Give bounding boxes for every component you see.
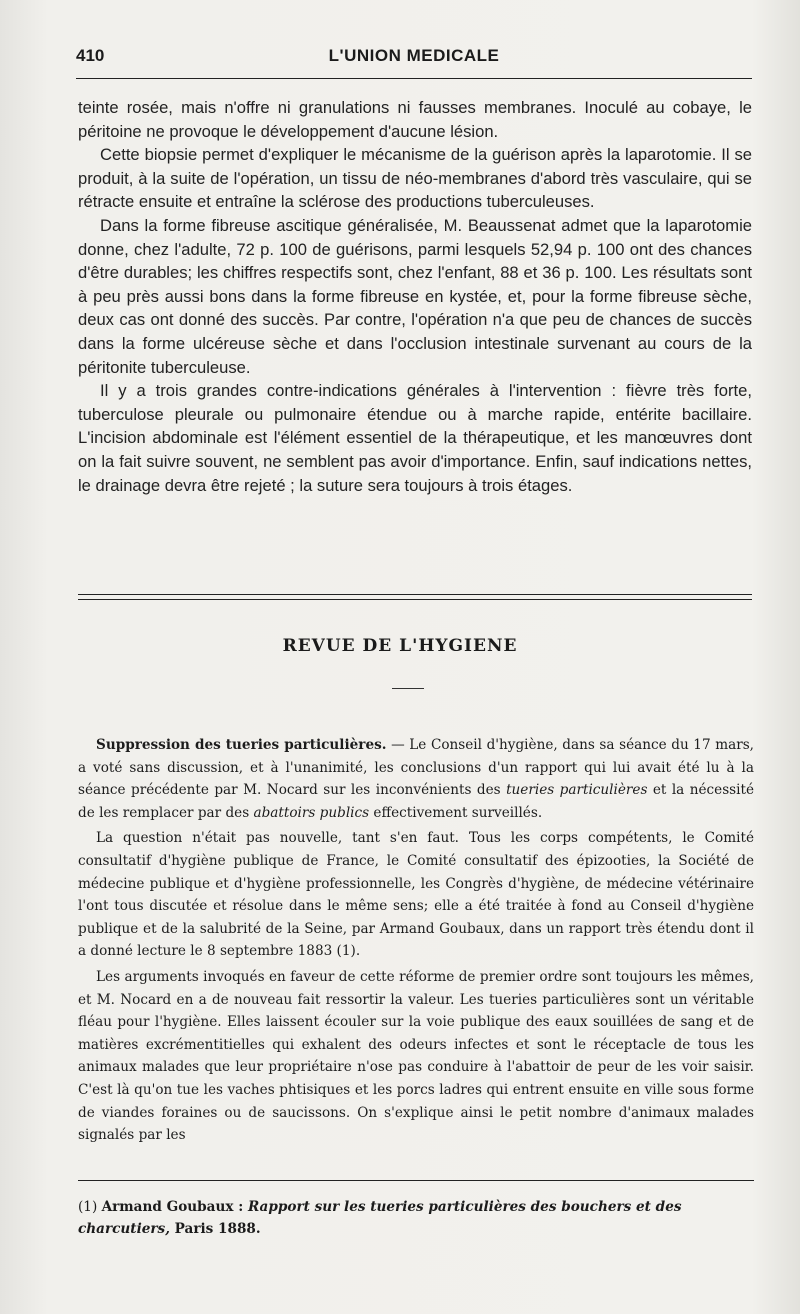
- section-title-rule: [392, 688, 424, 689]
- page-number: 410: [76, 46, 105, 65]
- footnote: [78, 1196, 754, 1240]
- hygiene-paragraph: La question n'était pas nouvelle, tant s'en faut. Tous les corps compétents, le Comité consultatif d'hygiène publique de France, le Comité consultatif des épizooties, la Société de médecine publique et d'hygiène professionnelle, les Congrès d'hygiène, de médecine vétérinaire l'ont tous discutée et résolue dans le même sens; elle a été traitée à fond au Conseil d'hygiène publique et de la salubrité de la Seine, par Armand Goubaux, dans un rapport très étendu dont il a donné lecture le 8 septembre 1883 (1).: [78, 830, 754, 960]
- article-paragraph: Cette biopsie permet d'expliquer le mécanisme de la guérison après la laparotomie. Il se produit, à la suite de l'opération, un tissu de néo-membranes d'abord très vasculaire, qui se rétracte ensuite et entraîne la sclérose des productions tuberculeuses.: [78, 145, 752, 212]
- hygiene-paragraph: Suppression des tueries particulières. — Le Conseil d'hygiène, dans sa séance du 17 mars, a voté sans discussion, et à l'unanimité, les conclusions d'un rapport qui lui avait été lu à la séance précédente par M. Nocard sur les inconvénients des tueries particulières et la nécessité de les remplacer par des abattoirs publics effectivement surveillés.: [78, 737, 754, 821]
- footnote-marker: (1): [78, 1199, 102, 1215]
- running-header: [76, 44, 752, 74]
- footnote-place: Paris 1888.: [169, 1221, 261, 1237]
- article-paragraph: teinte rosée, mais n'offre ni granulations ni fausses membranes. Inoculé au cobaye, le péritoine ne provoque le développement d'aucune lésion.: [78, 98, 752, 141]
- footnote-title: Rapport sur les tueries particulières des bouchers et des charcutiers,: [78, 1199, 682, 1237]
- hygiene-lead-heading: Suppression des tueries particulières.: [96, 737, 387, 753]
- header-rule: [76, 78, 752, 79]
- footnote-author: Armand Goubaux :: [101, 1199, 248, 1215]
- footnote-rule: [78, 1180, 754, 1181]
- article-body: [78, 96, 752, 497]
- article-paragraph: Dans la forme fibreuse ascitique généralisée, M. Beaussenat admet que la laparotomie donne, chez l'adulte, 72 p. 100 de guérisons, parmi lesquels 52,94 p. 100 ont des chances d'être durables; les chiffres respectifs sont, chez l'enfant, 88 et 36 p. 100. Les résultats sont à peu près aussi bons dans la forme fibreuse en kystée, et, pour la forme fibreuse sèche, deux cas ont donné des succès. Par contre, l'opération n'a que peu de chances de succès dans la forme ulcéreuse sèche et dans l'occlusion intestinale survenant au cours de la péritonite tuberculeuse.: [78, 215, 752, 377]
- section-divider: [78, 594, 752, 600]
- hygiene-paragraph: Les arguments invoqués en faveur de cette réforme de premier ordre sont toujours les mêmes, et M. Nocard en a de nouveau fait ressortir la valeur. Les tueries particulières sont un véritable fléau pour l'hygiène. Elles laissent écouler sur la voie publique des eaux souillées de sang et de matières excrémentitielles qui exhalent des odeurs infectes et sont le réceptacle de tous les animaux malades que leur propriétaire n'ose pas conduire à l'abattoir de peur de les voir saisir. C'est là qu'on tue les vaches phtisiques et les porcs ladres qui entrent ensuite en ville sous forme de viandes foraines ou de saucissons. On s'explique ainsi le petit nombre d'animaux malades signalés par les: [78, 968, 754, 1144]
- section-title: REVUE DE L'HYGIENE: [282, 636, 518, 656]
- journal-title: L'UNION MEDICALE: [328, 46, 500, 65]
- hygiene-body: [78, 734, 754, 1150]
- article-paragraph: Il y a trois grandes contre-indications générales à l'intervention : fièvre très forte, tuberculose pleurale ou pulmonaire étendue ou à marche rapide, entérite bacillaire. L'incision abdominale est l'élément essentiel de la thérapeutique, et les manœuvres dont on la fait suivre souvent, ne semblent pas avoir d'importance. Enfin, sauf indications nettes, le drainage devra être rejeté ; la suture sera toujours à trois étages.: [78, 381, 752, 495]
